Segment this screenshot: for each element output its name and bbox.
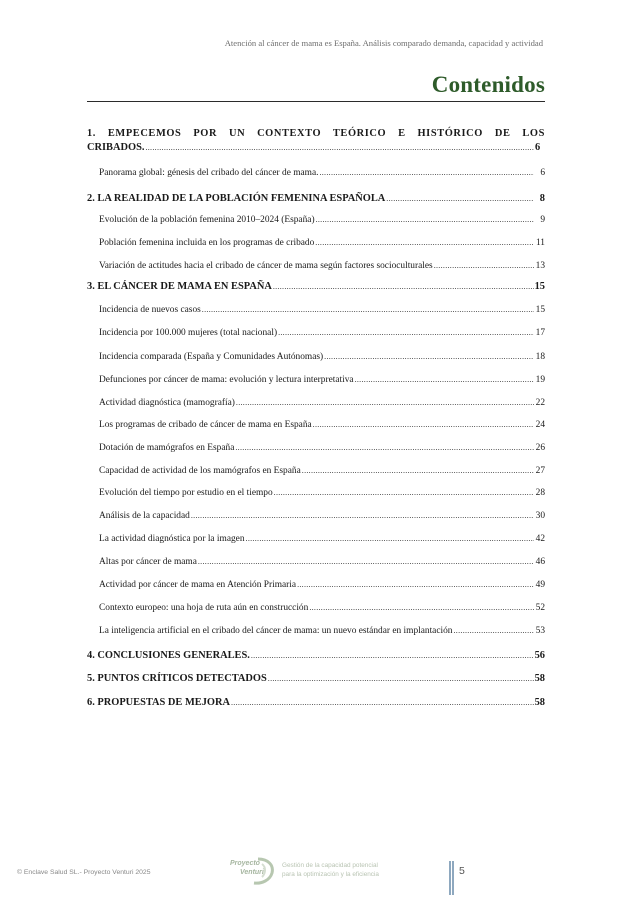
toc-entry[interactable] [99,375,545,385]
toc-entry-page-number: 58 [534,673,545,684]
toc-entry-page-number: 15 [534,281,545,292]
toc-entry[interactable] [99,398,545,408]
toc-entry-page-number: 19 [535,375,545,385]
toc-entry-page-number: 27 [535,466,545,476]
toc-entry[interactable] [99,488,545,498]
toc-dot-leader [313,420,534,429]
toc-entry-label: 3. EL CÁNCER DE MAMA EN ESPAÑA [87,281,272,292]
toc-entry-label: La actividad diagnóstica por la imagen [99,534,245,544]
toc-dot-leader [324,352,534,361]
toc-entry[interactable] [99,305,545,315]
toc-dot-leader [297,580,534,589]
toc-entry[interactable] [99,328,545,338]
toc-entry-page-number: 8 [539,193,545,204]
toc-entry-label: Incidencia comparada (España y Comunidades Autónomas) [99,352,324,362]
toc-dot-leader [434,261,534,270]
toc-entry[interactable] [99,557,545,567]
toc-dot-leader [454,626,535,635]
toc-entry[interactable] [87,697,545,708]
toc-entry-label: Población femenina incluida en los programas de cribado [99,238,315,248]
toc-entry[interactable] [99,443,545,453]
toc-dot-leader [246,534,534,543]
toc-entry-label: Panorama global: génesis del cribado del cáncer de mama. [99,168,319,178]
toc-dot-leader [198,557,534,566]
page-number: 5 [459,865,465,877]
toc-dot-leader [235,443,534,452]
venturi-logo [228,856,393,886]
toc-dot-leader [278,328,534,337]
toc-entry-page-number: 22 [535,398,545,408]
toc-dot-leader [386,194,534,203]
toc-entry-page-number: 11 [535,238,545,248]
page-title: Contenidos [431,72,545,97]
logo-name-line1: Proyecto [230,860,260,867]
toc-dot-leader [236,398,534,407]
toc-entry-page-number: 46 [535,557,545,567]
logo-name-line2: Venturi [240,869,264,876]
toc-entry[interactable] [99,603,545,613]
toc-dot-leader [251,651,534,660]
toc-entry-label: Incidencia de nuevos casos [99,305,201,315]
toc-entry-label: 4. CONCLUSIONES GENERALES. [87,650,250,661]
toc-dot-leader [315,238,534,247]
toc-entry-page-number: 17 [535,328,545,338]
toc-entry[interactable] [99,261,545,271]
toc-entry-label: Altas por cáncer de mama [99,557,197,567]
toc-dot-leader [231,698,534,707]
toc-entry[interactable] [99,420,545,430]
toc-entry-page-number: 49 [535,580,545,590]
toc-dot-leader [191,511,534,520]
toc-entry[interactable] [99,352,545,362]
toc-entry-page-number: 56 [534,650,545,661]
toc-entry-label: Actividad por cáncer de mama en Atención Primaria [99,580,297,590]
toc-entry-page-number: 24 [535,420,545,430]
toc-entry[interactable] [99,534,545,544]
toc-entry-page-number: 13 [535,261,545,271]
toc-entry-label: 5. PUNTOS CRÍTICOS DETECTADOS [87,673,267,684]
toc-entry-page-number: 6 [535,142,541,153]
toc-entry-label: 2. LA REALIDAD DE LA POBLACIÓN FEMENINA ESPAÑOLA [87,193,386,204]
toc-entry-label: Los programas de cribado de cáncer de mama en España [99,420,312,430]
toc-entry[interactable] [99,238,545,248]
toc-dot-leader [202,305,534,314]
toc-entry[interactable] [87,281,545,292]
running-header: Atención al cáncer de mama es España. Análisis comparado demanda, capacidad y actividad [224,38,543,48]
toc-dot-leader [355,375,534,384]
toc-entry-page-number: 58 [534,697,545,708]
toc-dot-leader [274,488,534,497]
toc-entry-page-number: 42 [535,534,545,544]
toc-entry-page-number: 15 [535,305,545,315]
toc-entry[interactable] [87,650,545,661]
toc-entry[interactable] [99,168,545,178]
toc-entry-label: Contexto europeo: una hoja de ruta aún en construcción [99,603,309,613]
toc-entry-label: La inteligencia artificial en el cribado del cáncer de mama: un nuevo estándar en implantación [99,626,453,636]
logo-tagline-line1: Gestión de la capacidad potencial [282,862,378,869]
toc-dot-leader [268,674,534,683]
toc-dot-leader [316,215,534,224]
toc-entry-page-number: 9 [540,215,545,225]
toc-dot-leader [273,282,534,291]
logo-tagline-line2: para la optimización y la eficiencia [282,871,379,878]
toc-entry-page-number: 53 [535,626,545,636]
page-number-divider [449,861,455,895]
toc-dot-leader [319,168,534,177]
toc-entry-page-number: 26 [535,443,545,453]
toc-entry-label: Incidencia por 100.000 mujeres (total nacional) [99,328,278,338]
toc-entry[interactable] [87,193,545,204]
toc-entry[interactable] [99,626,545,636]
toc-dot-leader [302,466,534,475]
toc-entry-label: Capacidad de actividad de los mamógrafos en España [99,466,301,476]
toc-entry-label: CRIBADOS. [87,142,145,153]
toc-dot-leader [309,603,534,612]
toc-entry[interactable] [99,511,545,521]
toc-entry[interactable] [99,215,545,225]
toc-entry[interactable] [99,580,545,590]
toc-entry-label: Evolución del tiempo por estudio en el tiempo [99,488,273,498]
toc-entry-page-number: 52 [535,603,545,613]
toc-entry-label: Análisis de la capacidad [99,511,190,521]
footer-copyright: © Enclave Salud SL.- Proyecto Venturi 2025 [17,869,151,876]
toc-entry-label: Evolución de la población femenina 2010–2024 (España) [99,215,315,225]
toc-entry-page-number: 6 [540,168,545,178]
toc-entry-label-line1: 1. EMPECEMOS POR UN CONTEXTO TEÓRICO E HISTÓRICO DE LOS [87,128,545,139]
title-divider [87,101,545,102]
toc-entry-label: Defunciones por cáncer de mama: evolución y lectura interpretativa [99,375,354,385]
toc-entry-page-number: 18 [535,352,545,362]
toc-entry-label: 6. PROPUESTAS DE MEJORA [87,697,230,708]
toc-entry-label: Dotación de mamógrafos en España [99,443,235,453]
toc-entry[interactable] [87,128,545,153]
toc-entry-page-number: 30 [535,511,545,521]
toc-entry[interactable] [87,673,545,684]
toc-dot-leader [145,143,534,152]
toc-entry-label: Variación de actitudes hacia el cribado de cáncer de mama según factores socioculturales [99,261,433,271]
toc-entry-label: Actividad diagnóstica (mamografía) [99,398,235,408]
toc-entry-page-number: 28 [535,488,545,498]
toc-entry[interactable] [99,466,545,476]
